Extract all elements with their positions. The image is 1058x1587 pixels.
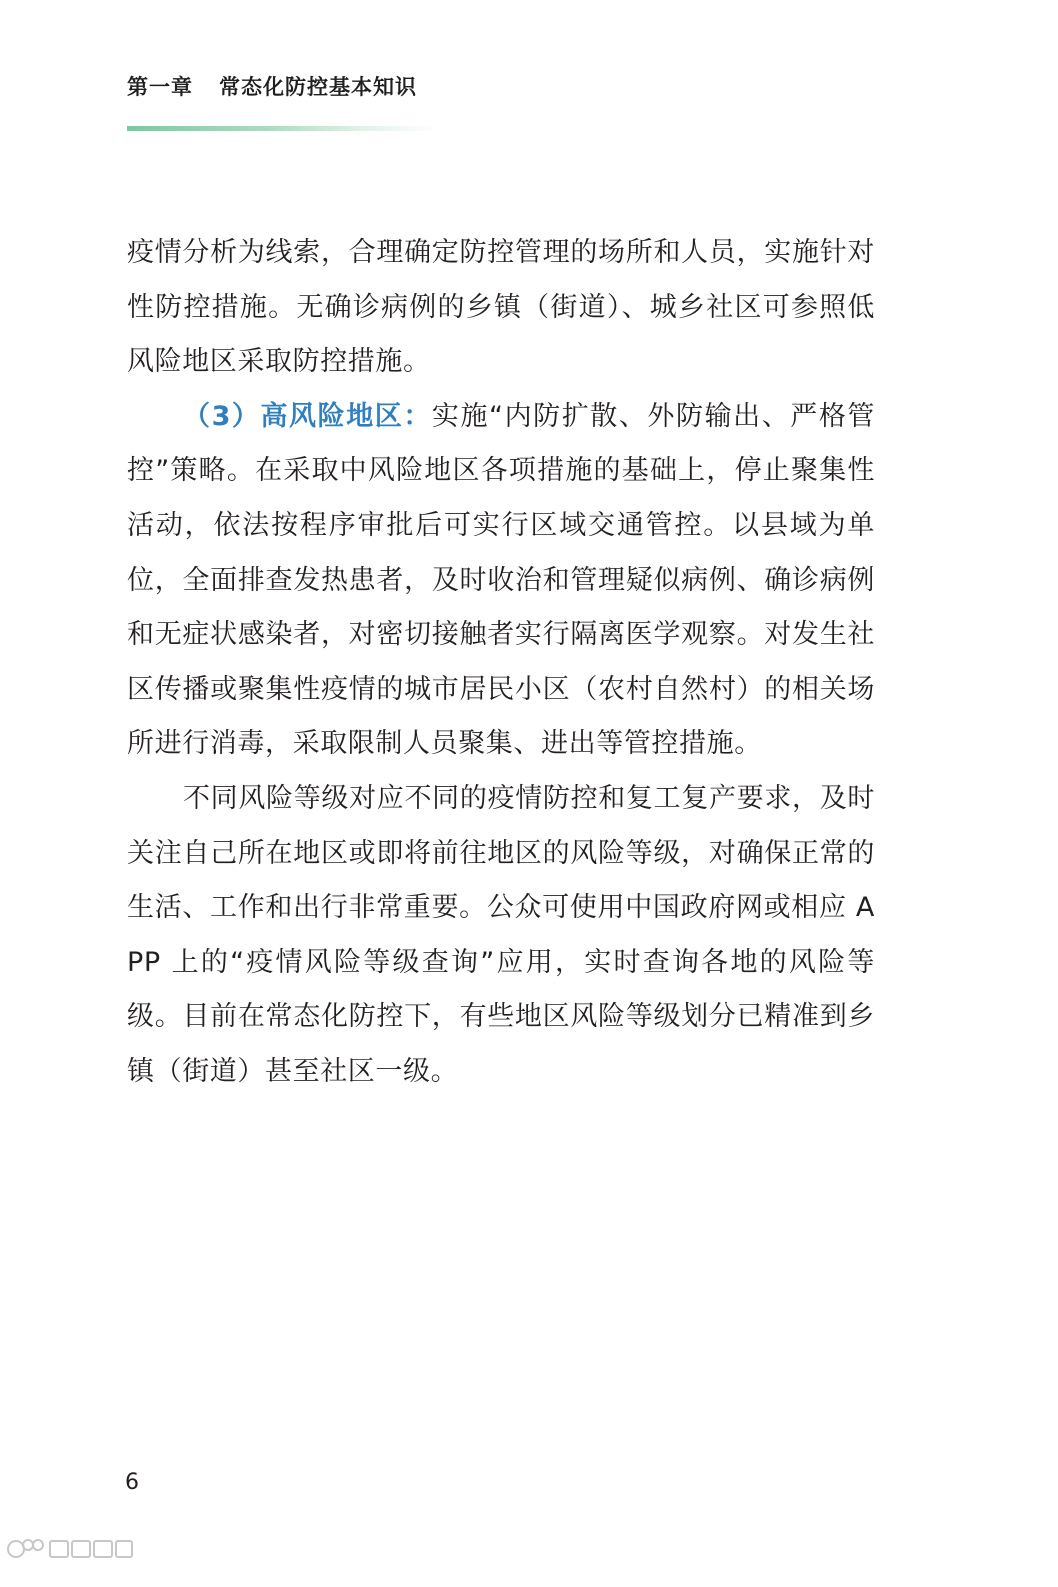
header-divider xyxy=(127,126,437,131)
paragraph-high-risk-area xyxy=(127,390,875,772)
paragraph-lead-heading: （3）高风险地区： xyxy=(183,400,432,432)
paragraph-body: 实施“内防扩散、外防输出、严格管控”策略。在采取中风险地区各项措施的基础上，停止聚集性活动，依法按程序审批后可实行区域交通管控。以县域为单位，全面排查发热患者，及时收治和管理疑似病例、确诊病例和无症状感染者，对密切接触者实行隔离医学观察。对发生社区传播或聚集性疫情的城市居民小区（农村自然村）的相关场所进行消毒，采取限制人员聚集、进出等管控措施。 xyxy=(127,400,876,760)
watermark-logo-icon xyxy=(4,1535,134,1563)
chapter-heading xyxy=(127,72,447,102)
chapter-title: 常态化防控基本知识 xyxy=(219,75,417,99)
watermark xyxy=(4,1535,134,1563)
paragraph-risk-levels: 不同风险等级对应不同的疫情防控和复工复产要求，及时关注自己所在地区或即将前往地区的风险等级，对确保正常的生活、工作和出行非常重要。公众可使用中国政府网或相应 APP 上的“疫情风险等级查询”应用，实时查询各地的风险等级。目前在常态化防控下，有些地区风险等级划分已精准到乡镇（街道）甚至社区一级。 xyxy=(127,782,875,1087)
paragraph-continuation: 疫情分析为线索，合理确定防控管理的场所和人员，实施针对性防控措施。无确诊病例的乡镇（街道）、城乡社区可参照低风险地区采取防控措施。 xyxy=(127,237,875,378)
page-number: 6 xyxy=(125,1470,139,1495)
chapter-label: 第一章 xyxy=(127,75,193,99)
body-text xyxy=(127,226,875,1100)
page-header xyxy=(127,72,447,131)
